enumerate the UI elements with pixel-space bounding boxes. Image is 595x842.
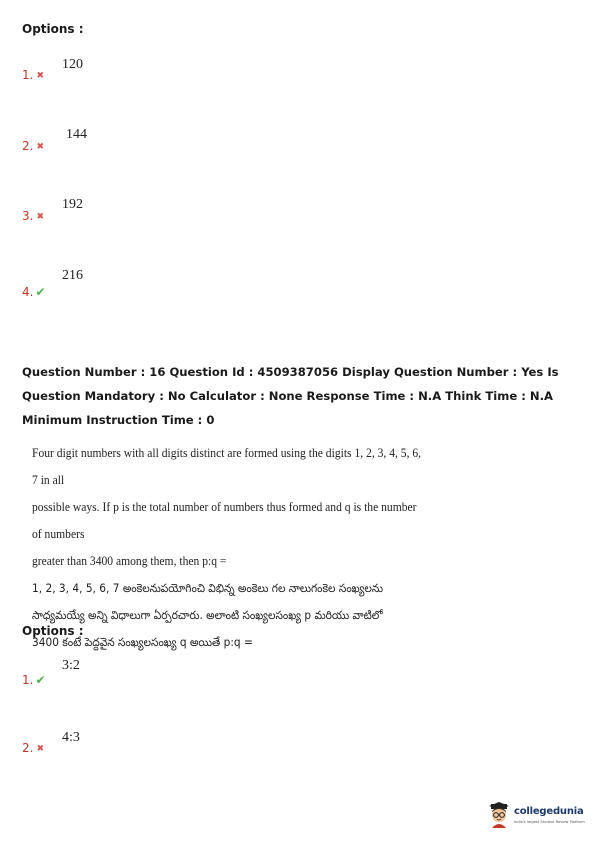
cross-mark-icon: ✖ [36,71,44,81]
question-text-line: greater than 3400 among them, then p:q = [32,554,227,568]
options-heading: Options : [22,624,84,638]
option-number: 2. ✖ [22,139,44,153]
option-number: 3. ✖ [22,209,44,223]
question-text-line: Four digit numbers with all digits distinct are formed using the digits 1, 2, 3, 4, 5, 6, 7 in all [32,446,422,487]
collegedunia-logo[interactable] [488,800,588,832]
question-body [32,440,428,656]
question-telugu-line: 3400 కంటే పెద్దవైన సంఖ్యలసంఖ్య q అయితే p:q = [32,635,253,649]
option-value: 144 [66,127,87,142]
question-telugu-line: సాధ్యమయ్యే అన్ని విధాలుగా ఏర్పరచారు. అలాంటి సంఖ్యలసంఖ్య p మరియు వాటిలో [32,608,383,622]
student-avatar-icon [488,802,510,828]
option-value: 3:2 [62,658,80,673]
option-value: 120 [62,57,83,72]
cross-mark-icon: ✖ [36,212,44,222]
option-number: 2. ✖ [22,741,44,755]
question-text-line: possible ways. If p is the total number of numbers thus formed and q is the number of numbers [32,500,417,541]
option-number: 1. ✖ [22,68,44,82]
question-meta: Question Number : 16 Question Id : 4509387056 Display Question Number : Yes Is Question Mandatory : No Calculator : None Response Time : N.A Think Time : N.A Minimum Instruction Time : 0 [22,365,559,427]
option-value: 216 [62,268,83,283]
option-number: 4. ✔ [22,285,46,299]
options-heading: Options : [22,22,84,36]
logo-name: collegedunia [514,806,584,817]
option-value: 192 [62,197,83,212]
check-mark-icon: ✔ [35,285,46,299]
check-mark-icon: ✔ [35,673,46,687]
option-number: 1. ✔ [22,673,46,687]
question-telugu-line: 1, 2, 3, 4, 5, 6, 7 అంకెలనుపయోగించి విభిన్న అంకెలు గల నాలుగంకెల సంఖ్యలను [32,581,383,595]
logo-tagline: India's largest Student Review Platform [514,820,585,824]
cross-mark-icon: ✖ [36,744,44,754]
option-value: 4:3 [62,730,80,745]
cross-mark-icon: ✖ [36,142,44,152]
